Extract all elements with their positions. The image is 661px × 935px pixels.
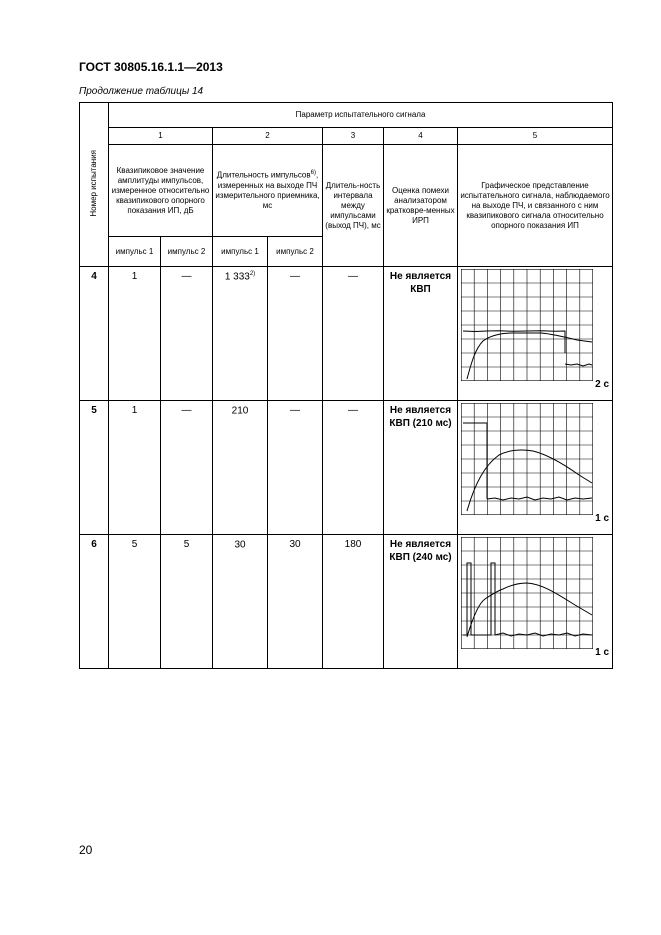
test-signal-table [79, 102, 613, 669]
graph-cell [458, 267, 613, 401]
amplitude-pulse-2-cell: — [161, 267, 213, 401]
subheader-amp-pulse-2: импульс 2 [161, 237, 213, 267]
col-number-5: 5 [458, 128, 613, 145]
col3-header: Длитель-ность интервала между импульсами (выход ПЧ), мс [323, 145, 384, 267]
assessment-cell: Не является КВП (210 мс) [384, 401, 458, 535]
assessment-cell: Не является КВП (240 мс) [384, 535, 458, 669]
table-row [80, 535, 613, 669]
graph-cell [458, 535, 613, 669]
test-number-cell: 5 [80, 401, 109, 535]
interval-cell: 180 [323, 535, 384, 669]
duration-pulse-1-cell [213, 401, 268, 535]
table-row [80, 267, 613, 401]
amplitude-pulse-1-cell: 5 [109, 535, 161, 669]
col4-header: Оценка помехи анализатором кратковре-менных ИРП [384, 145, 458, 267]
col-number-4: 4 [384, 128, 458, 145]
col2-header-text: Длительность импульсов [216, 170, 311, 180]
interval-cell: — [323, 267, 384, 401]
graph-cell [458, 401, 613, 535]
amplitude-pulse-2-cell: — [161, 401, 213, 535]
assessment-cell: Не является КВП [384, 267, 458, 401]
amplitude-pulse-2-cell: 5 [161, 535, 213, 669]
col2-footnote-ref: 6) [310, 170, 316, 177]
subheader-amp-pulse-1: импульс 1 [109, 237, 161, 267]
duration-value: 30 [234, 539, 246, 551]
time-scale-label: 1 с [595, 647, 610, 658]
col2-header [213, 145, 323, 237]
duration-value: 1 333 [224, 271, 250, 283]
parameter-header: Параметр испытательного сигнала [109, 103, 613, 128]
footnote-ref: 2) [249, 271, 256, 277]
interval-cell: — [323, 401, 384, 535]
col1-header: Квазипиковое значение амплитуды импульсов, измеренное относительно квазипикового опорного показания ИП, дБ [109, 145, 213, 237]
duration-pulse-2-cell: — [268, 401, 323, 535]
test-number-header-text: Номер испытания [89, 149, 98, 217]
col5-header: Графическое представление испытательного сигнала, наблюдаемого на выходе ПЧ, и связанного с ним квазипикового сигнала относительно опорного показания ИП [458, 145, 613, 267]
duration-value: 210 [231, 405, 249, 417]
oscillogram-chart [461, 537, 593, 649]
oscillogram-chart [461, 403, 593, 515]
duration-pulse-1-cell [213, 535, 268, 669]
table-continuation-caption: Продолжение таблицы 14 [79, 86, 204, 97]
duration-pulse-2-cell: — [268, 267, 323, 401]
test-number-header [80, 103, 109, 267]
subheader-dur-pulse-2: импульс 2 [268, 237, 323, 267]
col-number-3: 3 [323, 128, 384, 145]
time-scale-label: 1 с [595, 513, 610, 524]
test-number-cell: 6 [80, 535, 109, 669]
col2-header-text-cont: , измеренных на выходе ПЧ измерительного приемника, мс [215, 170, 320, 210]
subheader-dur-pulse-1: импульс 1 [213, 237, 268, 267]
test-number-cell: 4 [80, 267, 109, 401]
amplitude-pulse-1-cell: 1 [109, 267, 161, 401]
oscillogram-chart [461, 269, 593, 381]
time-scale-label: 2 с [595, 379, 610, 390]
duration-pulse-2-cell: 30 [268, 535, 323, 669]
col-number-2: 2 [213, 128, 323, 145]
page-number: 20 [79, 843, 93, 857]
duration-pulse-1-cell [213, 267, 268, 401]
document-title: ГОСТ 30805.16.1.1—2013 [79, 60, 223, 74]
amplitude-pulse-1-cell: 1 [109, 401, 161, 535]
table-row [80, 401, 613, 535]
col-number-1: 1 [109, 128, 213, 145]
